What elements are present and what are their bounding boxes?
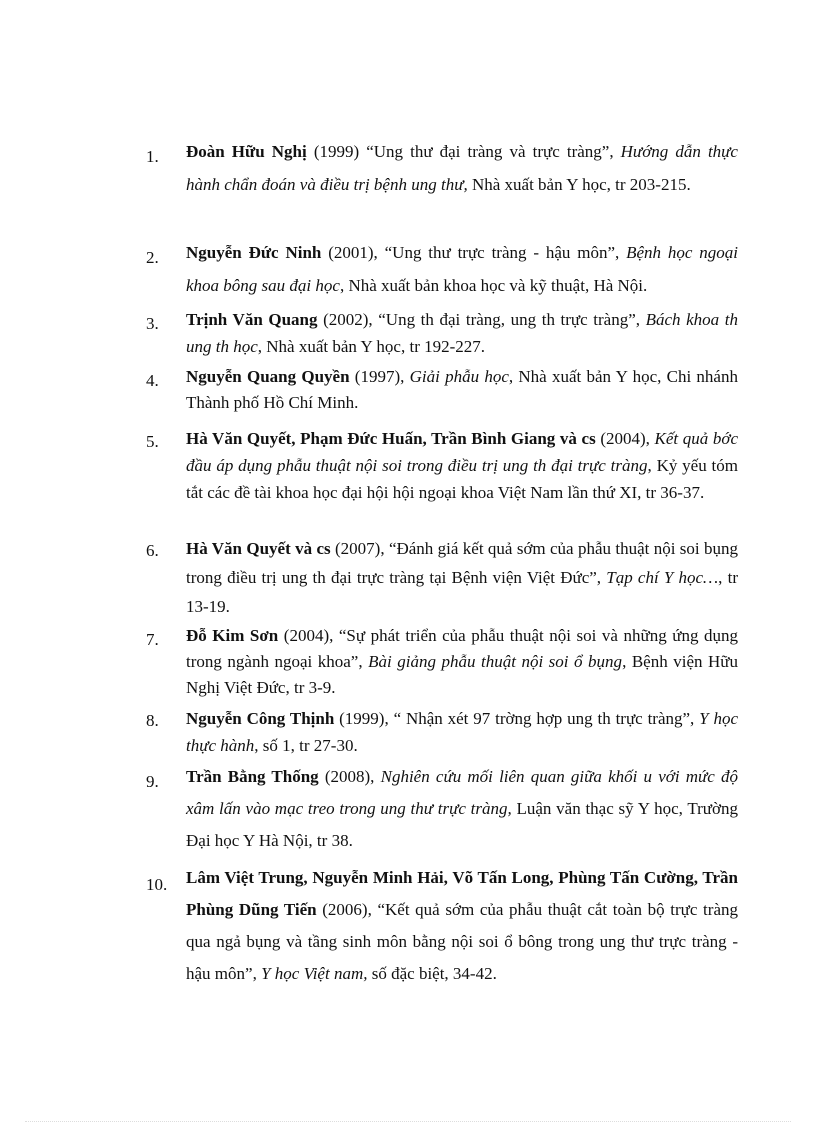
reference-text [186,306,738,360]
reference-year: (2006), [316,900,378,919]
reference-title: “Ung thư trực tràng - hậu môn”, [384,243,627,262]
reference-title: “Ung th đại tràng, ung th trực tràng”, [378,310,646,329]
reference-details: , số 1, tr 27-30. [254,736,358,755]
reference-year: (2001), [321,243,385,262]
reference-number: 4. [146,371,159,390]
reference-authors: Nguyễn Đức Ninh [186,243,322,262]
reference-number: 1. [146,147,159,166]
reference-year: (2007), [330,539,389,558]
reference-authors: Hà Văn Quyết, Phạm Đức Huấn, Trần Bình Giang và cs [186,429,596,448]
reference-source: Nghiên cứu mối liên quan giữa khối u với mức độ xâm lấn vào mạc treo trong ung thư trực tràng, [186,767,738,818]
reference-year: (2008), [318,767,381,786]
reference-details: Nhà xuất bản Y học, tr 203-215. [467,175,691,194]
reference-title: “Sự phát triển của phẫu thuật nội soi và những ứng dụng trong ngành ngoại khoa”, [186,626,738,671]
reference-number: 8. [146,711,159,730]
reference-source: Bách khoa th ung th học [186,310,738,356]
reference-year: (1999) [306,142,367,161]
reference-authors: Đỗ Kim Sơn [186,626,279,645]
reference-authors: Trần Bằng Thống [186,767,319,786]
reference-details: , Nhà xuất bản khoa học và kỹ thuật, Hà Nội. [339,276,648,295]
reference-details: , Bệnh viện Hữu Nghị Việt Đức, tr 3-9. [186,652,738,697]
reference-number: 5. [146,432,159,451]
reference-details: , tr 13-19. [186,568,738,616]
reference-source: Tạp chí Y học… [606,568,719,587]
reference-text [186,705,738,759]
reference-authors: Lâm Việt Trung, Nguyễn Minh Hải, Võ Tấn Long, Phùng Tấn Cường, Trần Phùng Dũng Tiến [186,868,738,919]
reference-number: 3. [146,314,159,333]
reference-authors: Trịnh Văn Quang [186,310,318,329]
reference-title: “Đánh giá kết quả sớm của phẫu thuật nội soi bụng trong điều trị ung th đại trực tràng tại Bệnh viện Việt Đức”, [186,539,738,587]
reference-number: 10. [146,875,168,894]
reference-text [186,534,738,621]
reference-authors: Nguyễn Quang Quyền [186,367,350,386]
reference-text [186,364,738,416]
reference-text [186,761,738,857]
reference-source: Bài giảng phẫu thuật nội soi ổ bụng [368,652,623,671]
reference-authors: Nguyễn Công Thịnh [186,709,335,728]
reference-year: (1999), [334,709,394,728]
reference-text [186,425,738,506]
reference-source: Hướng dẫn thực hành chẩn đoán và điều trị bệnh ung thư, [186,142,738,194]
reference-source: Kết quả bớc đầu áp dụng phẫu thuật nội soi trong điều trị ung th đại trực tràng [186,429,738,475]
reference-details: , Nhà xuất bản Y học, Chi nhánh Thành phố Hồ Chí Minh. [186,367,738,412]
reference-title: “Ung thư đại tràng và trực tràng”, [366,142,621,161]
reference-source: Y học thực hành [186,709,739,755]
reference-text [186,135,738,201]
reference-number: 6. [146,541,159,560]
reference-source: Y học Việt nam, [261,964,368,983]
reference-title: “ Nhận xét 97 trờng hợp ung th trực tràng”, [393,709,700,728]
reference-text [186,236,738,302]
reference-details: , Kỷ yếu tóm tắt các đề tài khoa học đại hội hội ngoại khoa Việt Nam lần thứ XI, tr 36-37. [186,456,738,502]
reference-year: (1997), [349,367,410,386]
reference-source: Bệnh học ngoại khoa bông sau đại học [186,243,738,295]
reference-text [186,623,738,701]
reference-details: , Nhà xuất bản Y học, tr 192-227. [257,337,486,356]
reference-authors: Hà Văn Quyết và cs [186,539,331,558]
reference-details: số đặc biệt, 34-42. [367,964,497,983]
reference-details: Luận văn thạc sỹ Y học, Trường Đại học Y Hà Nội, tr 38. [186,799,738,850]
reference-year: (2002), [317,310,379,329]
reference-number: 2. [146,248,159,267]
reference-number: 9. [146,772,159,791]
reference-source: Giải phẫu học [409,367,509,386]
reference-year: (2004), [595,429,655,448]
reference-number: 7. [146,630,159,649]
reference-title: “Kết quả sớm của phẫu thuật cắt toàn bộ trực tràng qua ngả bụng và tầng sinh môn bằng nội soi ổ bông trong ung thư trực tràng - hậu môn”, [186,900,738,983]
reference-year: (2004), [278,626,339,645]
reference-text [186,862,738,990]
reference-authors: Đoàn Hữu Nghị [186,142,307,161]
page-bottom-divider [25,1121,791,1122]
